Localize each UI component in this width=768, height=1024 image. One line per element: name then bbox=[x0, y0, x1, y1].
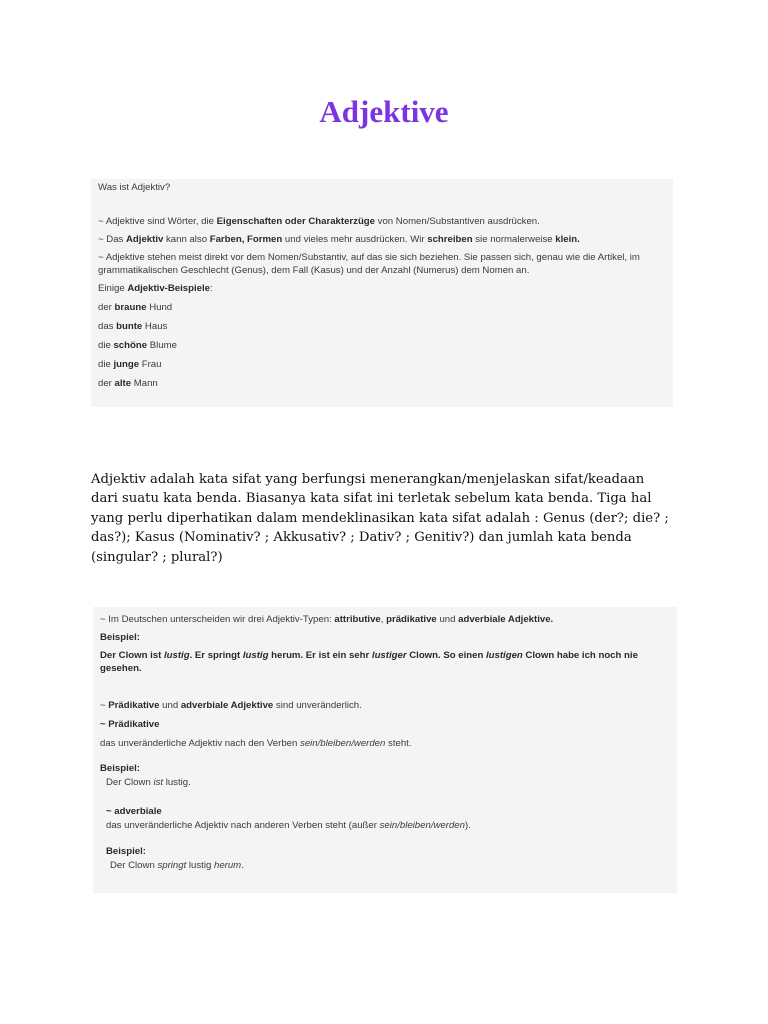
praedikative-description: das unveränderliche Adjektiv nach den Verben sein/bleiben/werden steht. bbox=[100, 738, 412, 749]
adverbiale-beispiel-label: Beispiel: bbox=[106, 846, 146, 857]
praedikative-example: Der Clown ist lustig. bbox=[106, 777, 191, 788]
praedikative-beispiel-label: Beispiel: bbox=[100, 763, 140, 774]
clown-example-sentence: Der Clown ist lustig. Er springt lustig herum. Er ist ein sehr lustiger Clown. So einen lustigen Clown habe ich noch nie gesehen. bbox=[100, 650, 638, 674]
example-item: der alte Mann bbox=[98, 378, 158, 389]
types-intro: ~ Im Deutschen unterscheiden wir drei Adjektiv-Typen: attributive, prädikative und adverbiale Adjektive. bbox=[100, 614, 554, 625]
indonesian-explanation: Adjektiv adalah kata sifat yang berfungsi menerangkan/menjelaskan sifat/keadaan dari suatu kata benda. Biasanya kata sifat ini terletak sebelum kata benda. Tiga hal yang perlu diperhatikan dalam mendeklinasikan kata sifat adalah : Genus (der?; die? ; das?); Kasus (Nominativ? ; Akkusativ? ; Dativ? ; Genitiv?) dan jumlah kata benda (singular? ; plural?) bbox=[91, 472, 669, 565]
example-item: das bunte Haus bbox=[98, 321, 168, 332]
adjective-definition-screenshot bbox=[91, 179, 673, 407]
adjective-types-screenshot bbox=[93, 607, 677, 893]
block1-point-1: ~ Adjektive sind Wörter, die Eigenschaften oder Charakterzüge von Nomen/Substantiven ausdrücken. bbox=[98, 216, 540, 227]
adverbiale-description: das unveränderliche Adjektiv nach anderen Verben steht (außer sein/bleiben/werden). bbox=[106, 820, 471, 831]
invariable-note: ~ Prädikative und adverbiale Adjektive sind unveränderlich. bbox=[100, 700, 362, 711]
adverbiale-example: Der Clown springt lustig herum. bbox=[110, 860, 244, 871]
block1-heading: Was ist Adjektiv? bbox=[98, 182, 171, 193]
block1-point-3: ~ Adjektive stehen meist direkt vor dem Nomen/Substantiv, auf das sie sich beziehen. Sie passen sich, genau wie die Artikel, im grammatikalischen Geschlecht (Genus), dem Fall (Kasus) und der Anzahl (Numerus) dem Nomen an. bbox=[98, 252, 640, 276]
page-title: Adjektive bbox=[319, 94, 449, 129]
example-item: die junge Frau bbox=[98, 359, 162, 370]
beispiel-label: Beispiel: bbox=[100, 632, 140, 643]
example-item: die schöne Blume bbox=[98, 340, 177, 351]
block1-point-2: ~ Das Adjektiv kann also Farben, Formen und vieles mehr ausdrücken. Wir schreiben sie normalerweise klein. bbox=[98, 234, 580, 245]
praedikative-heading: ~ Prädikative bbox=[100, 719, 160, 730]
block1-examples-heading: Einige Adjektiv-Beispiele: bbox=[98, 283, 213, 294]
example-item: der braune Hund bbox=[98, 302, 173, 313]
adverbiale-heading: ~ adverbiale bbox=[106, 806, 162, 817]
